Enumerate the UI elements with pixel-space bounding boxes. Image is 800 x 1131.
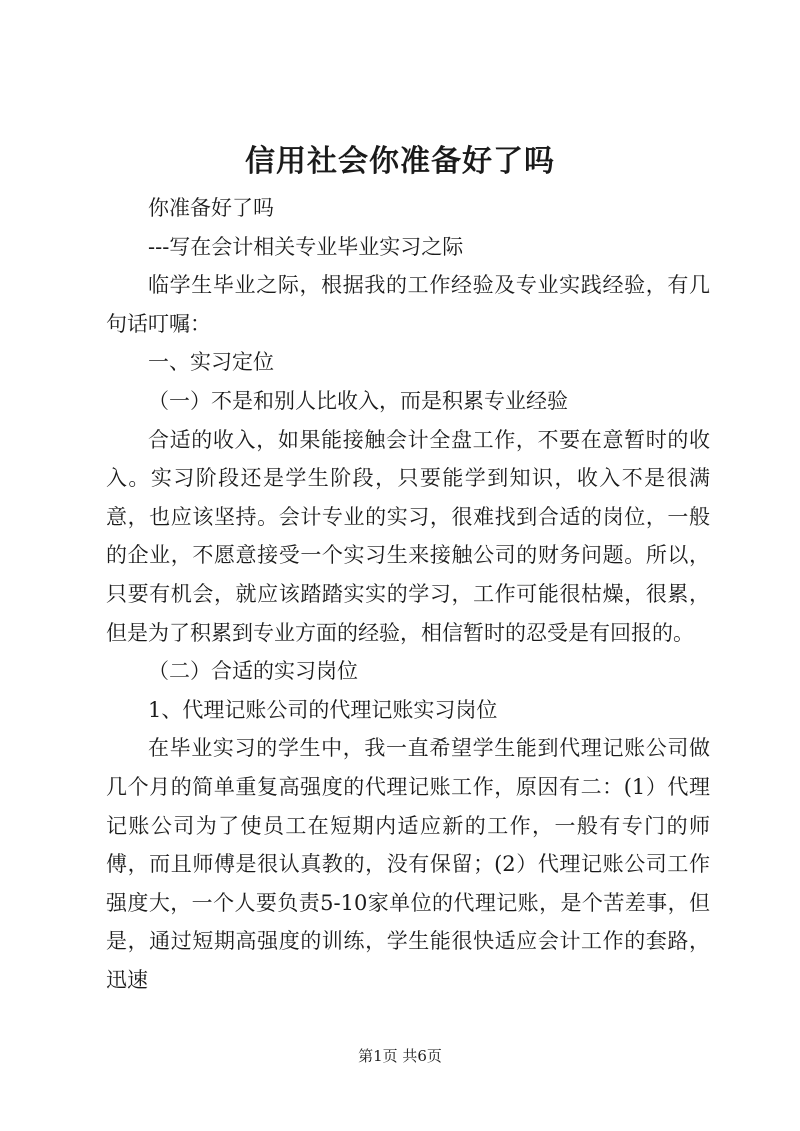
- subsection-heading-1: （一）不是和别人比收入，而是积累专业经验: [148, 388, 568, 413]
- paragraph-body-2: 在毕业实习的学生中，我一直希望学生能到代理记账公司做几个月的简单重复高强度的代理记账工作，原因有二：(1）代理记账公司为了使员工在短期内适应新的工作，一般有专门的师傅，而且师傅是很认真教的，没有保留；(2）代理记账公司工作强度大，一个人要负责5-10家单位的代理记账，是个苦差事，但是，通过短期高强度的训练，学生能很快适应会计工作的套路，迅速: [106, 736, 710, 992]
- paragraph-intro: 临学生毕业之际，根据我的工作经验及专业实践经验，有几句话叮嘱：: [106, 273, 710, 336]
- section-heading-1: 一、实习定位: [148, 350, 274, 375]
- paragraph-subheading: ---写在会计相关专业毕业实习之际: [148, 234, 464, 259]
- paragraph-subtitle: 你准备好了吗: [148, 196, 274, 220]
- paragraph-body-1: 合适的收入，如果能接触会计全盘工作，不要在意暂时的收入。实习阶段还是学生阶段，只要能学到知识，收入不是很满意，也应该坚持。会计专业的实习，很难找到合适的岗位，一般的企业，不愿意接受一个实习生来接触公司的财务问题。所以，只要有机会，就应该踏踏实实的学习，工作可能很枯燥，很累，但是为了积累到专业方面的经验，相信暂时的忍受是有回报的。: [106, 427, 710, 645]
- item-heading-1: 1、代理记账公司的代理记账实习岗位: [148, 697, 498, 722]
- document-title: 信用社会你准备好了吗: [245, 144, 555, 179]
- subsection-heading-2: （二）合适的实习岗位: [148, 659, 358, 684]
- document-body: [106, 189, 710, 999]
- page-footer: 第1页 共6页: [358, 1047, 442, 1065]
